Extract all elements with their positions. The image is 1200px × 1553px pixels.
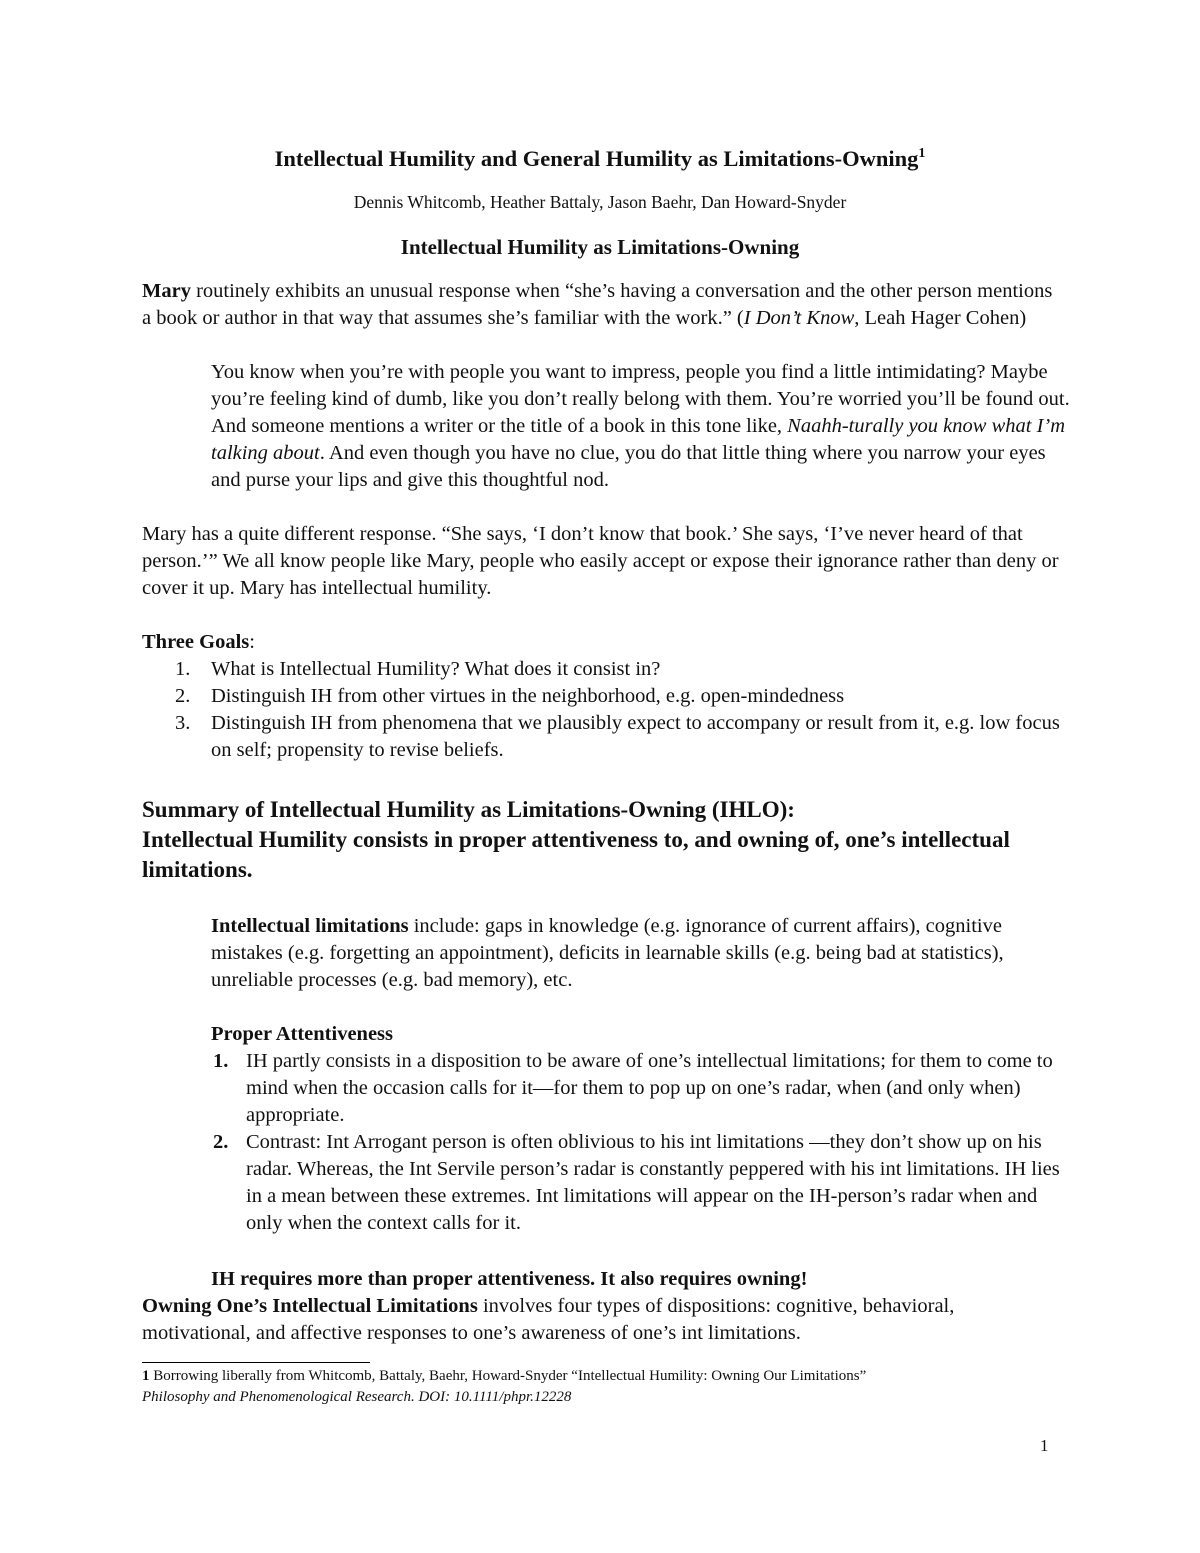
page-number: 1 (1040, 1436, 1049, 1455)
list-item (142, 1048, 1062, 1129)
quote-emphasis: Naahh-turally you know what I’m talking about (211, 415, 1066, 464)
list-item-text: Distinguish IH from phenomena that we plausibly expect to accompany or result from it, e.g. low focus on self; propensity to revise beliefs. (211, 712, 1060, 761)
list-item (142, 683, 1062, 710)
book-title: I Don’t Know (743, 307, 855, 329)
goals-list (142, 656, 1062, 764)
owning-text: involves four types of dispositions: cognitive, behavioral, motivational, and affective responses to one’s awareness of one’s int limitations. (142, 1295, 955, 1344)
list-item (142, 710, 1062, 764)
intro-text: routinely exhibits an unusual response when “she’s having a conversation and the other person mentions a book or author in that way that assumes she’s familiar with the work.” ( (142, 280, 1053, 329)
list-number: 1. (213, 1050, 229, 1072)
goals-heading-colon: : (249, 631, 255, 653)
title-footnote-mark: 1 (918, 146, 926, 161)
list-number: 2. (213, 1131, 229, 1153)
goals-heading-text: Three Goals (142, 631, 250, 653)
list-number: 3. (175, 712, 191, 734)
summary-line-1: Summary of Intellectual Humility as Limitations-Owning (IHLO): (142, 797, 795, 822)
footnote-journal: Philosophy and Phenomenological Research. DOI: 10.1111/phpr.12228 (142, 1389, 572, 1405)
intro-paragraph (142, 278, 1062, 332)
title-text: Intellectual Humility and General Humility as Limitations-Owning (274, 146, 919, 171)
list-item (142, 1129, 1062, 1237)
goals-heading (142, 629, 1062, 656)
quote-text-1: You know when you’re with people you want to impress, people you find a little intimidating? Maybe you’re feeling kind of dumb, like you don’t really belong with them. You’re worried you’ll be found out. And someone mentions a writer or the title of a book in this tone like, (211, 361, 1070, 437)
response-paragraph: Mary has a quite different response. “She says, ‘I don’t know that book.’ She says, ‘I’ve never heard of that person.’” We all know people like Mary, people who easily accept or expose their ignorance rather than deny or cover it up. Mary has intellectual humility. (142, 523, 1059, 599)
owning-term: Owning One’s Intellectual Limitations (142, 1295, 478, 1317)
limitations-term: Intellectual limitations (211, 915, 409, 937)
attentiveness-list (142, 1048, 1062, 1237)
footnote-divider (142, 1362, 370, 1363)
owning-heading: IH requires more than proper attentiveness. It also requires owning! (211, 1268, 808, 1290)
list-item-text: Distinguish IH from other virtues in the neighborhood, e.g. open-mindedness (211, 685, 845, 707)
footnote (142, 1366, 1062, 1408)
footnote-text: Borrowing liberally from Whitcomb, Battaly, Baehr, Howard-Snyder “Intellectual Humility: Owning Our Limitations” (149, 1368, 867, 1384)
block-quote (211, 359, 1071, 494)
intro-name: Mary (142, 280, 191, 302)
quote-text-2: . And even though you have no clue, you do that little thing where you narrow your eyes and purse your lips and give this thoughtful nod. (211, 442, 1046, 491)
intro-cite: , Leah Hager Cohen) (854, 307, 1027, 329)
author-list: Dennis Whitcomb, Heather Battaly, Jason Baehr, Dan Howard-Snyder (353, 192, 847, 212)
section-subtitle: Intellectual Humility as Limitations-Owning (400, 235, 800, 259)
attentiveness-heading: Proper Attentiveness (211, 1023, 394, 1045)
list-item-text: Contrast: Int Arrogant person is often oblivious to his int limitations —they don’t show up on his radar. Whereas, the Int Servile person’s radar is constantly peppered with his int limitations. IH lies in a mean between these extremes. Int limitations will appear on the IH-person’s radar when and only when the context calls for it. (246, 1131, 1060, 1234)
list-item (142, 656, 1062, 683)
list-number: 1. (175, 658, 191, 680)
list-item-text: What is Intellectual Humility? What does it consist in? (211, 658, 661, 680)
summary-heading (142, 795, 1082, 885)
footnote-mark: 1 (142, 1368, 150, 1384)
limitations-paragraph (211, 913, 1062, 994)
owning-paragraph (142, 1293, 1062, 1347)
list-item-text: IH partly consists in a disposition to be aware of one’s intellectual limitations; for them to come to mind when the occasion calls for it—for them to pop up on one’s radar, when (and only when) appropriate. (246, 1050, 1053, 1126)
limitations-text: include: gaps in knowledge (e.g. ignorance of current affairs), cognitive mistakes (e.g. forgetting an appointment), deficits in learnable skills (e.g. being bad at statistics), unreliable processes (e.g. bad memory), etc. (211, 915, 1004, 991)
summary-line-2: Intellectual Humility consists in proper attentiveness to, and owning of, one’s intellectual limitations. (142, 827, 1010, 882)
list-number: 2. (175, 685, 191, 707)
footnote-line-1 (142, 1366, 1062, 1387)
document-title (0, 143, 1200, 175)
